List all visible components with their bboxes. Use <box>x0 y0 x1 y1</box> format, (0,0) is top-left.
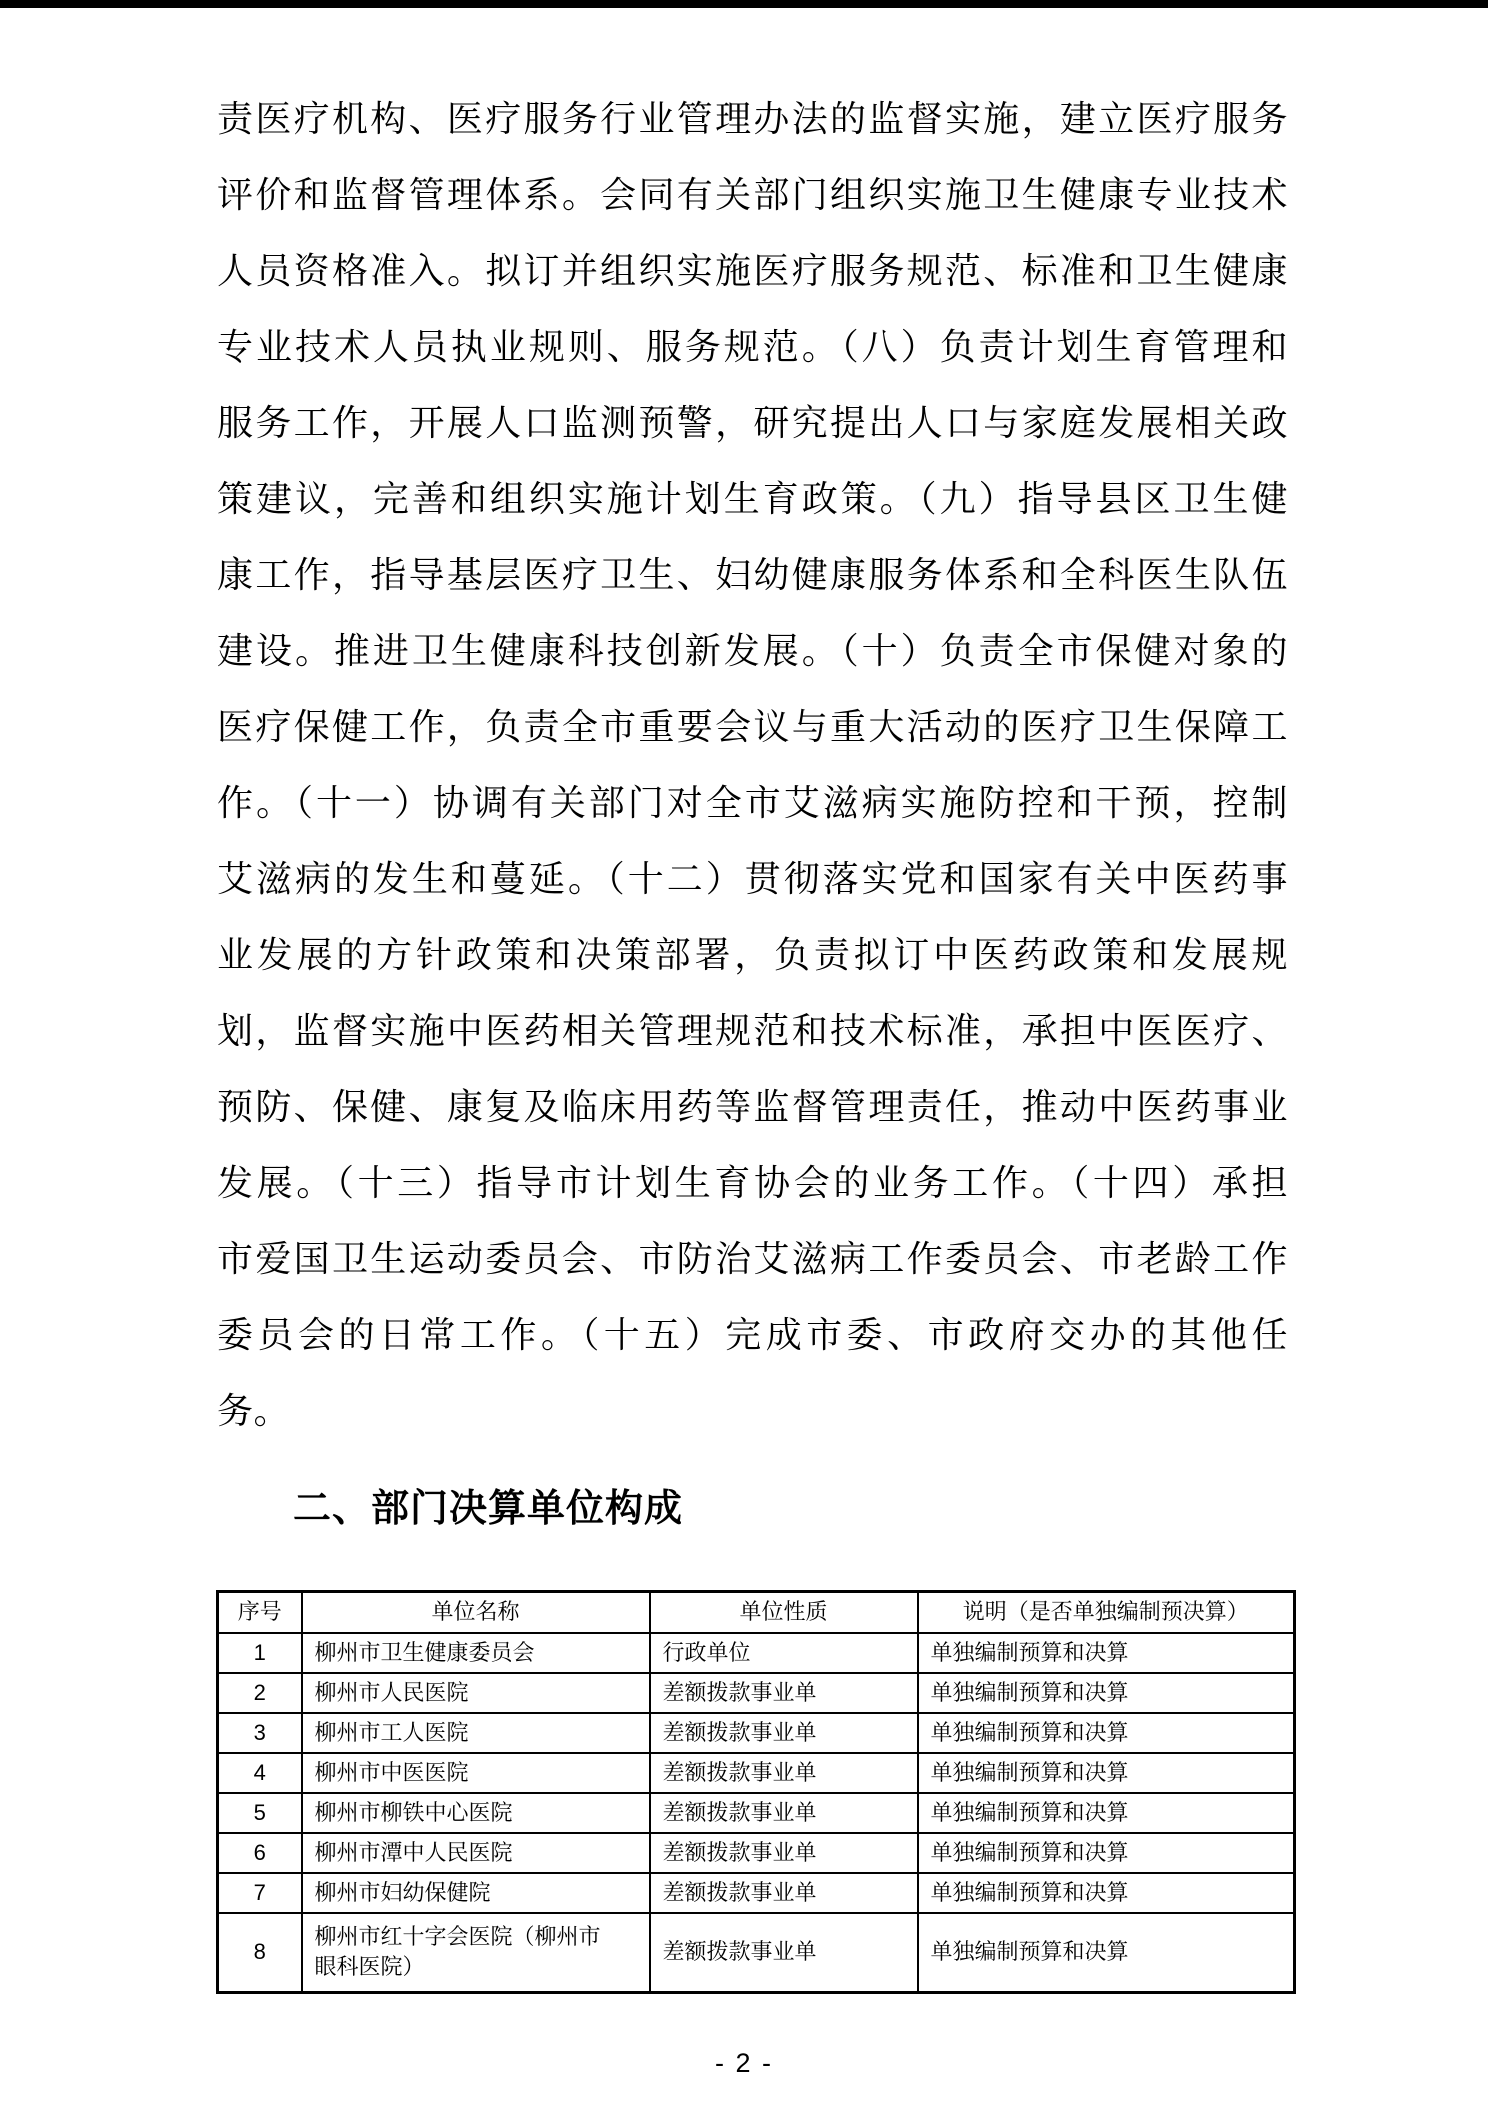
header-cell-unit-name: 单位名称 <box>302 1592 650 1633</box>
cell-unit-name: 柳州市柳铁中心医院 <box>302 1793 650 1833</box>
table-row <box>218 1833 1295 1873</box>
paragraph-line: 责医疗机构、医疗服务行业管理办法的监督实施，建立医疗服务 <box>217 98 1288 139</box>
cell-index: 3 <box>218 1713 302 1753</box>
cell-unit-name: 柳州市人民医院 <box>302 1673 650 1713</box>
decision-units-table <box>216 1590 1296 1994</box>
paragraph-line: 人员资格准入。拟订并组织实施医疗服务规范、标准和卫生健康 <box>217 250 1288 291</box>
section-heading: 二、部门决算单位构成 <box>293 1488 684 1530</box>
cell-note: 单独编制预算和决算 <box>918 1753 1295 1793</box>
cell-unit-type: 行政单位 <box>650 1633 918 1673</box>
table-row <box>218 1673 1295 1713</box>
table-header-row <box>218 1592 1295 1633</box>
cell-index: 1 <box>218 1633 302 1673</box>
page-number: - 2 - <box>714 2048 773 2078</box>
cell-unit-type: 差额拨款事业单 <box>650 1793 918 1833</box>
paragraph-line: 服务工作，开展人口监测预警，研究提出人口与家庭发展相关政 <box>217 402 1288 443</box>
header-cell-note: 说明（是否单独编制预决算） <box>918 1592 1295 1633</box>
body-paragraph <box>217 81 1288 1449</box>
cell-unit-name: 柳州市工人医院 <box>302 1713 650 1753</box>
table-row <box>218 1753 1295 1793</box>
header-cell-unit-type: 单位性质 <box>650 1592 918 1633</box>
cell-note: 单独编制预算和决算 <box>918 1633 1295 1673</box>
paragraph-line: 划，监督实施中医药相关管理规范和技术标准，承担中医医疗、 <box>217 1010 1288 1051</box>
paragraph-line: 发展。（十三）指导市计划生育协会的业务工作。（十四）承担 <box>217 1162 1288 1203</box>
cell-index: 4 <box>218 1753 302 1793</box>
cell-unit-name: 柳州市红十字会医院（柳州市眼科医院） <box>302 1913 650 1993</box>
cell-note: 单独编制预算和决算 <box>918 1913 1295 1993</box>
paragraph-line: 专业技术人员执业规则、服务规范。（八）负责计划生育管理和 <box>217 326 1288 367</box>
paragraph-line: 务。 <box>217 1390 291 1431</box>
paragraph-line: 建设。推进卫生健康科技创新发展。（十）负责全市保健对象的 <box>217 630 1288 671</box>
table-row <box>218 1633 1295 1673</box>
paragraph-line: 评价和监督管理体系。会同有关部门组织实施卫生健康专业技术 <box>217 174 1288 215</box>
cell-note: 单独编制预算和决算 <box>918 1673 1295 1713</box>
table-row <box>218 1913 1295 1993</box>
cell-unit-type: 差额拨款事业单 <box>650 1753 918 1793</box>
cell-index: 8 <box>218 1913 302 1993</box>
cell-note: 单独编制预算和决算 <box>918 1833 1295 1873</box>
paragraph-line: 市爱国卫生运动委员会、市防治艾滋病工作委员会、市老龄工作 <box>217 1238 1288 1279</box>
cell-unit-type: 差额拨款事业单 <box>650 1833 918 1873</box>
paragraph-line: 委员会的日常工作。（十五）完成市委、市政府交办的其他任 <box>217 1314 1288 1355</box>
paragraph-line: 医疗保健工作，负责全市重要会议与重大活动的医疗卫生保障工 <box>217 706 1288 747</box>
table-row <box>218 1793 1295 1833</box>
table-row <box>218 1873 1295 1913</box>
paragraph-line: 作。（十一）协调有关部门对全市艾滋病实施防控和干预，控制 <box>217 782 1288 823</box>
cell-index: 6 <box>218 1833 302 1873</box>
paragraph-line: 策建议，完善和组织实施计划生育政策。（九）指导县区卫生健 <box>217 478 1288 519</box>
paragraph-line: 康工作，指导基层医疗卫生、妇幼健康服务体系和全科医生队伍 <box>217 554 1288 595</box>
paragraph-line: 业发展的方针政策和决策部署，负责拟订中医药政策和发展规 <box>217 934 1288 975</box>
cell-unit-name: 柳州市卫生健康委员会 <box>302 1633 650 1673</box>
cell-unit-type: 差额拨款事业单 <box>650 1713 918 1753</box>
top-border-bar <box>0 0 1488 8</box>
cell-unit-type: 差额拨款事业单 <box>650 1913 918 1993</box>
cell-unit-type: 差额拨款事业单 <box>650 1673 918 1713</box>
cell-unit-name: 柳州市潭中人民医院 <box>302 1833 650 1873</box>
cell-index: 5 <box>218 1793 302 1833</box>
cell-note: 单独编制预算和决算 <box>918 1713 1295 1753</box>
header-cell-index: 序号 <box>218 1592 302 1633</box>
cell-index: 2 <box>218 1673 302 1713</box>
cell-index: 7 <box>218 1873 302 1913</box>
cell-note: 单独编制预算和决算 <box>918 1793 1295 1833</box>
cell-unit-name: 柳州市中医医院 <box>302 1753 650 1793</box>
table-row <box>218 1713 1295 1753</box>
cell-unit-name: 柳州市妇幼保健院 <box>302 1873 650 1913</box>
cell-note: 单独编制预算和决算 <box>918 1873 1295 1913</box>
paragraph-line: 艾滋病的发生和蔓延。（十二）贯彻落实党和国家有关中医药事 <box>217 858 1288 899</box>
paragraph-line: 预防、保健、康复及临床用药等监督管理责任，推动中医药事业 <box>217 1086 1288 1127</box>
cell-unit-type: 差额拨款事业单 <box>650 1873 918 1913</box>
